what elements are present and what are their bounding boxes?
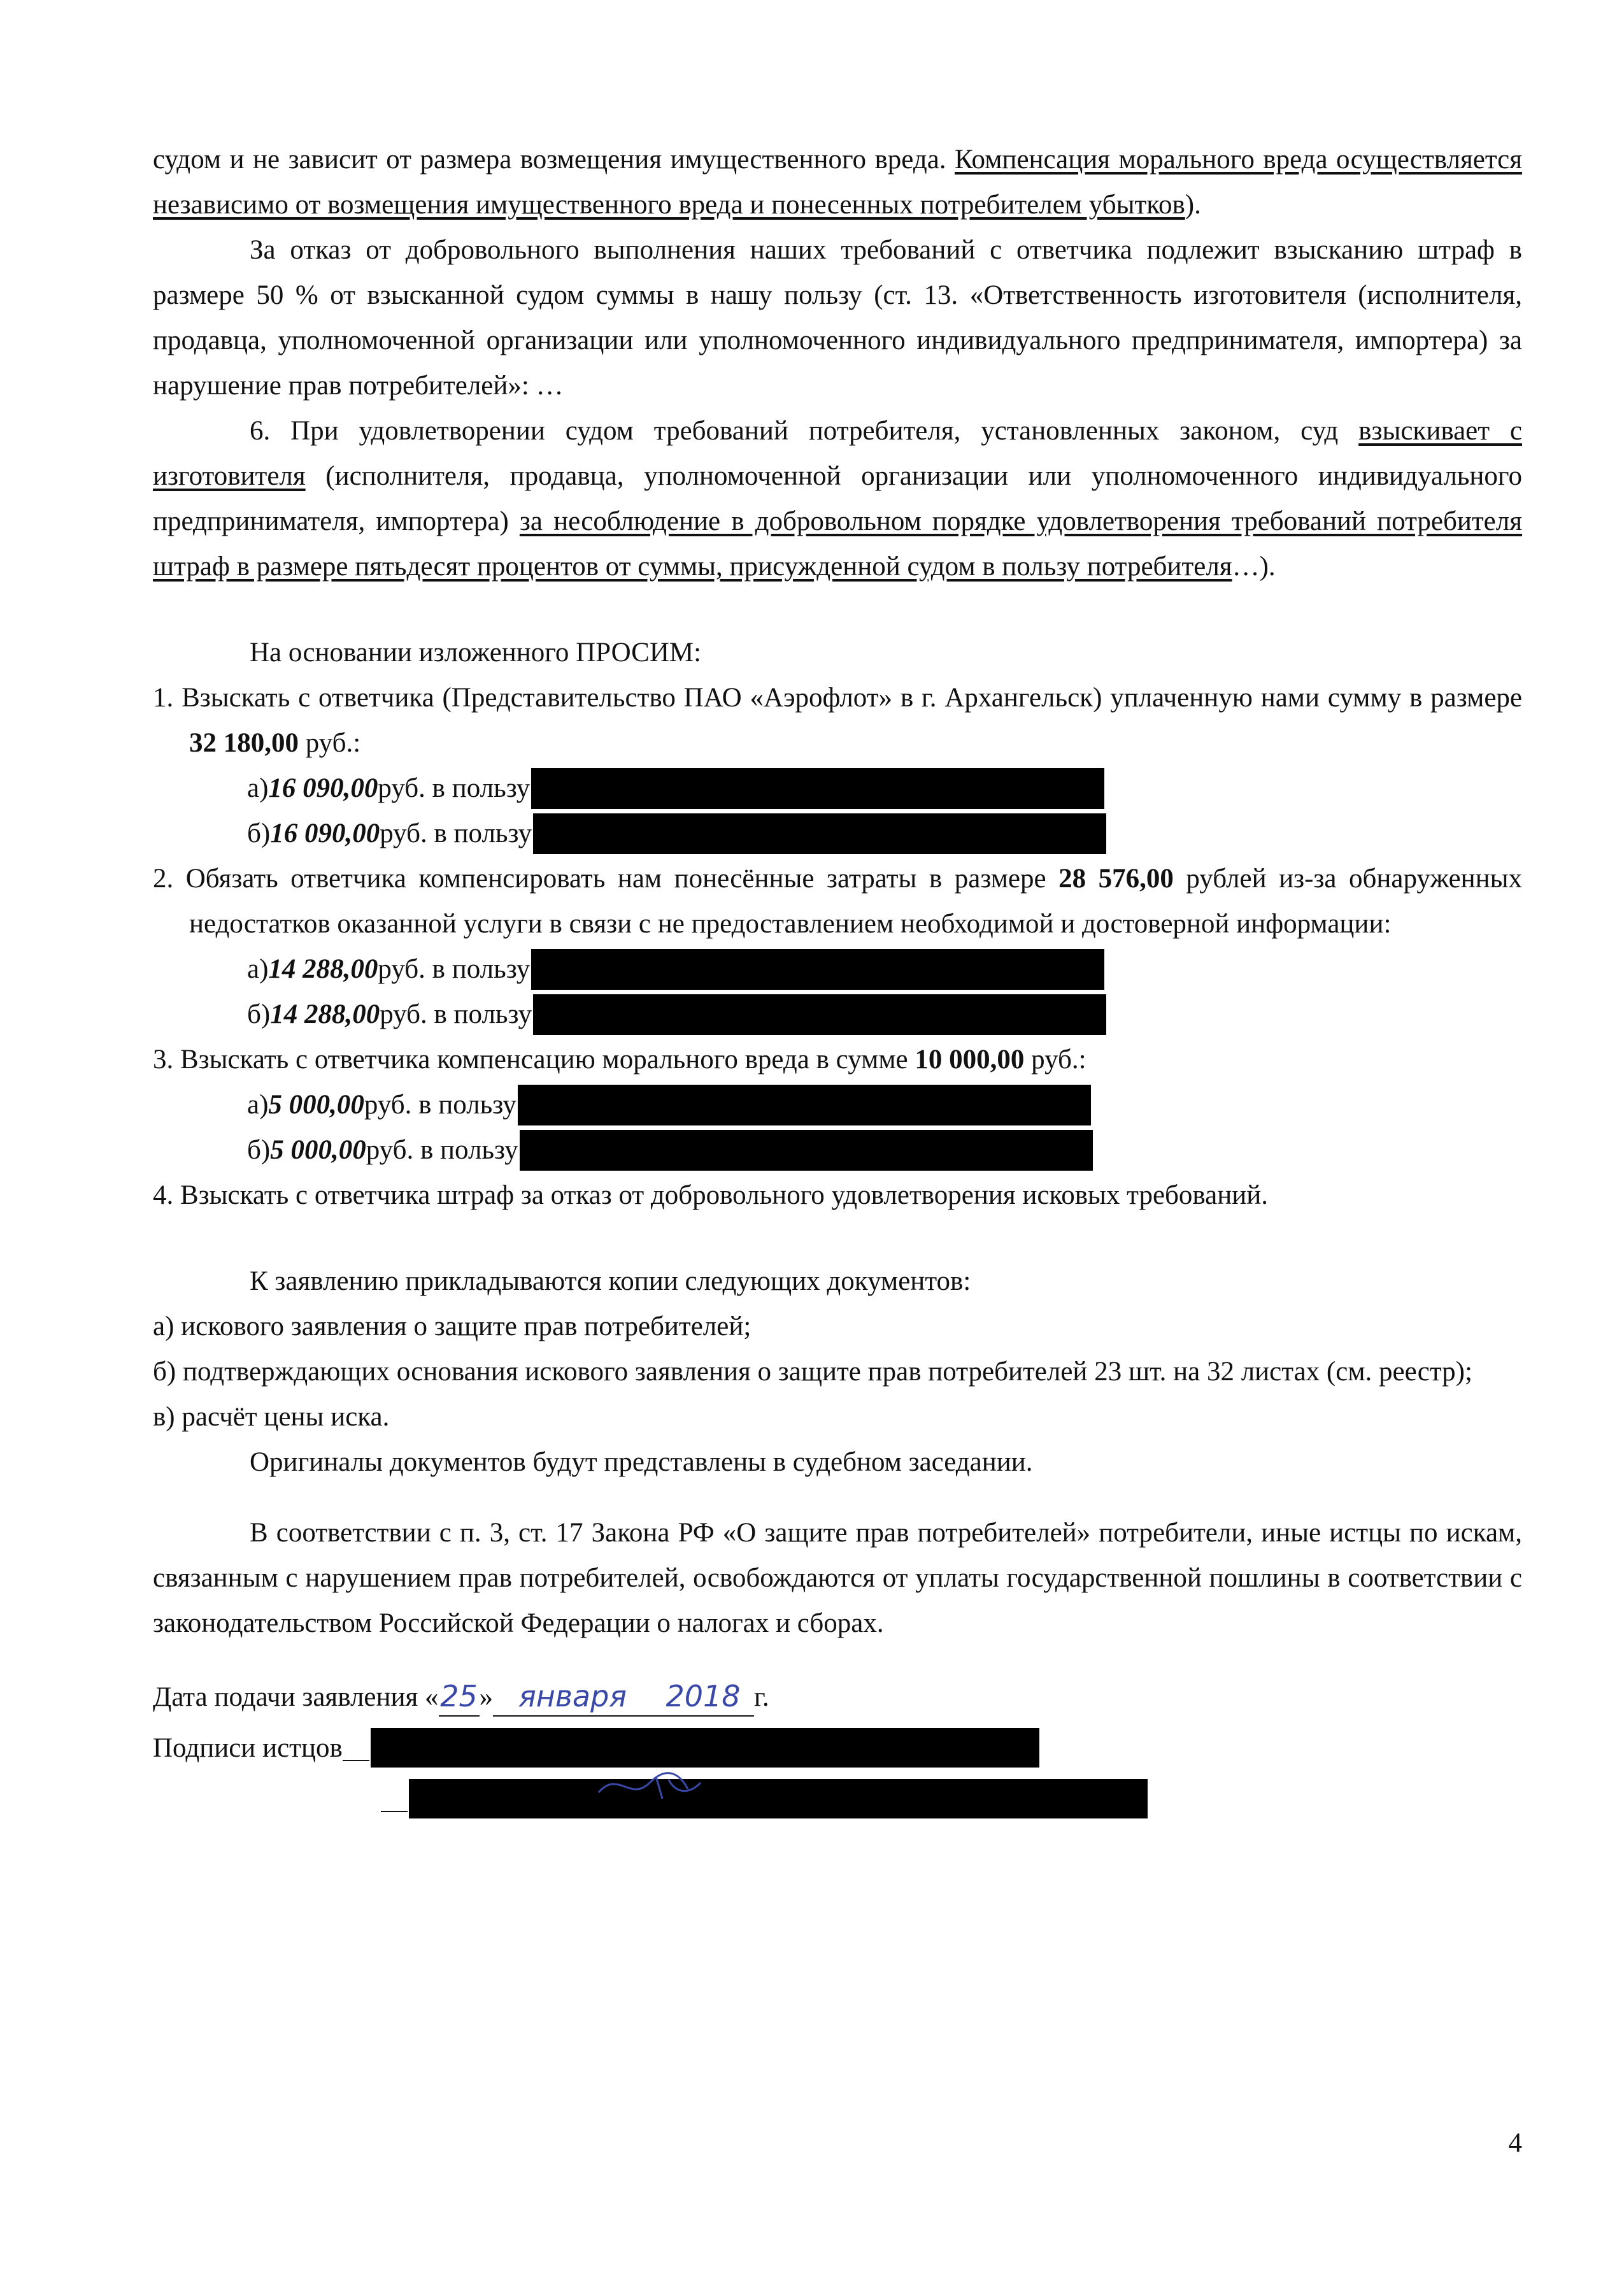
request-item-4: 4. Взыскать с ответчика штраф за отказ от добровольного удовлетворения исковых требований. <box>153 1180 1269 1210</box>
attachment-c: в) расчёт цены иска. <box>153 1402 390 1432</box>
paragraph-2: За отказ от добровольного выполнения наших требований с ответчика подлежит взысканию штраф в размере 50 % от взысканной судом суммы в нашу пользу (ст. 13. «Ответственность изготовителя (исполнителя, продавца, уполномоченной организации или уполномоченного индивидуального предпринимателя, импортера) за нарушение прав потребителей»: … <box>153 235 1522 401</box>
page-number: 4 <box>1508 2128 1522 2158</box>
request-item-2b: б) 14 288,00 руб. в пользу <box>153 992 1522 1037</box>
law-paragraph: В соответствии с п. 3, ст. 17 Закона РФ «О защите прав потребителей» потребители, иные истцы по искам, связанным с нарушением прав потребителей, освобождаются от уплаты государственной пошлины в соответствии с законодательством Российской Федерации о налогах и сборах. <box>153 1518 1522 1638</box>
attachment-b: б) подтверждающих основания искового заявления о защите прав потребителей 23 шт. на 32 листах (см. реестр); <box>153 1357 1472 1387</box>
request-item-1a: а) 16 090,00 руб. в пользу <box>153 766 1522 811</box>
request-heading: На основании изложенного ПРОСИМ: <box>250 638 702 668</box>
request-item-1b: б) 16 090,00 руб. в пользу <box>153 811 1522 856</box>
request-item-3: 3. Взыскать с ответчика компенсацию морального вреда в сумме 10 000,00 руб.: <box>153 1045 1086 1075</box>
attachments-heading: К заявлению прикладываются копии следующих документов: <box>250 1266 971 1296</box>
attachment-a: а) искового заявления о защите прав потребителей; <box>153 1311 751 1341</box>
originals-note: Оригиналы документов будут представлены в судебном заседании. <box>250 1447 1033 1477</box>
redaction-box <box>520 1130 1093 1171</box>
request-item-2a: а) 14 288,00 руб. в пользу <box>153 946 1522 992</box>
underlined-text: Компенсация морального вреда осуществляется независимо от возмещения имущественного вреда и понесенных потребителем убытков <box>153 145 1522 220</box>
signatures-label: Подписи истцов <box>153 1732 343 1763</box>
redaction-box <box>533 994 1106 1035</box>
paragraph-3: 6. При удовлетворении судом требований потребителя, установленных законом, суд взыскивает с изготовителя (исполнителя, продавца, уполномоченной организации или уполномоченного индивидуального предпринимателя, импортера) за несоблюдение в добровольном порядке удовлетворения требований потребителя штраф в размере пятьдесят процентов от суммы, присужденной судом в пользу потребителя…). <box>153 416 1522 582</box>
filing-date: Дата подачи заявления « 25 » января 2018 г. <box>153 1671 1522 1722</box>
signatures-row-2 <box>153 1773 1522 1824</box>
request-item-3a: а) 5 000,00 руб. в пользу <box>153 1082 1522 1127</box>
redaction-box <box>531 768 1104 809</box>
signatures-row <box>153 1722 1522 1773</box>
request-item-1: 1. Взыскать с ответчика (Представительство ПАО «Аэрофлот» в г. Архангельск) уплаченную нами сумму в размере 32 180,00 руб.: <box>153 683 1522 758</box>
redaction-box <box>533 813 1106 854</box>
document-body <box>153 137 1522 1824</box>
redaction-box <box>409 1779 1148 1818</box>
paragraph-1: судом и не зависит от размера возмещения имущественного вреда. Компенсация морального вреда осуществляется независимо от возмещения имущественного вреда и понесенных потребителем убытков). <box>153 145 1522 220</box>
date-year: 2018 <box>652 1677 754 1717</box>
redaction-box <box>518 1085 1091 1125</box>
request-item-3b: б) 5 000,00 руб. в пользу <box>153 1127 1522 1173</box>
date-month: января <box>493 1677 652 1717</box>
date-day: 25 <box>439 1677 480 1717</box>
request-item-2: 2. Обязать ответчика компенсировать нам понесённые затраты в размере 28 576,00 рублей из-за обнаруженных недостатков оказанной услуги в связи с не предоставлением необходимой и достоверной информации: <box>153 864 1522 939</box>
redaction-box <box>371 1728 1039 1768</box>
redaction-box <box>531 949 1104 990</box>
signature-scribble <box>592 1764 745 1808</box>
